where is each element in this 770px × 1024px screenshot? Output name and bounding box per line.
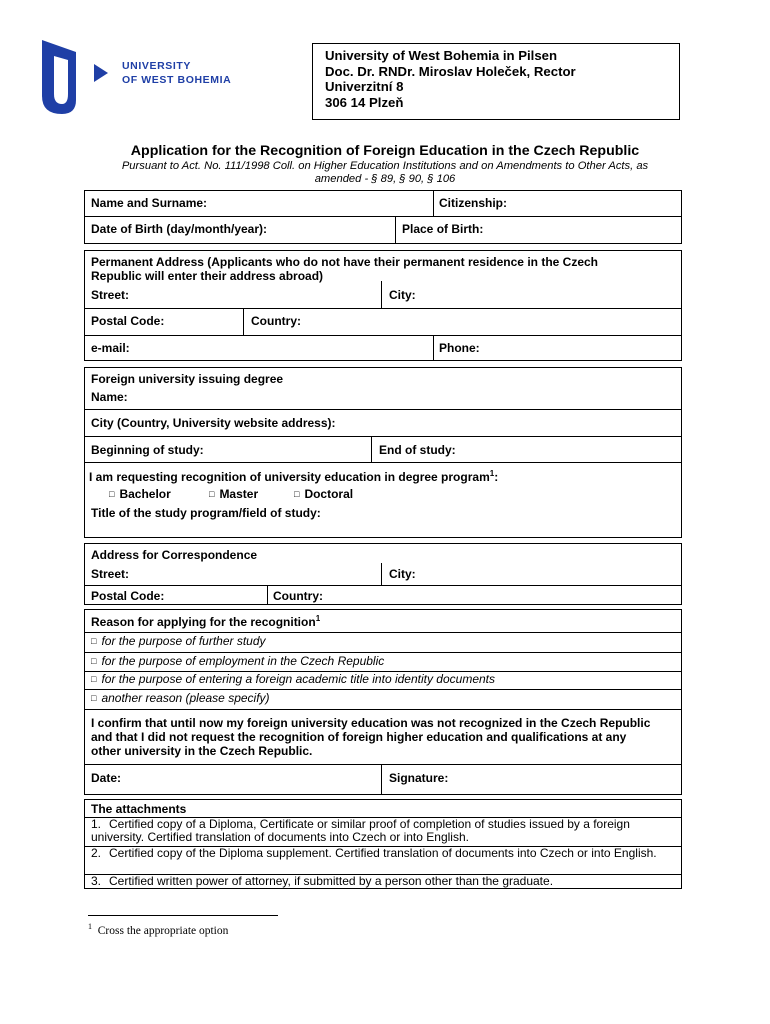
- personal-info-section: [84, 190, 682, 244]
- reason-heading: Reason for applying for the recognition$^1$: [91, 614, 321, 629]
- reason-checkbox-icon[interactable]: □: [91, 636, 97, 646]
- address-line-2: Doc. Dr. RNDr. Miroslav Holeček, Rector: [325, 63, 576, 79]
- reason-option-study[interactable]: □ for the purpose of further study: [91, 634, 266, 648]
- attachment-item: 3. Certified written power of attorney, if submitted by a person other than the graduate.: [91, 874, 554, 888]
- phone-field[interactable]: Phone:: [439, 341, 480, 355]
- confirmation-statement: I confirm that until now my foreign university education was not recognized in the Czech Republic and that I did not request the recognition of foreign higher education and qualifications at any other university in the Czech Republic.: [91, 716, 651, 758]
- date-field[interactable]: Date:: [91, 771, 122, 785]
- doctoral-checkbox[interactable]: □: [294, 489, 300, 499]
- correspondence-street-field[interactable]: Street:: [91, 567, 130, 581]
- signature-field[interactable]: Signature:: [389, 771, 449, 785]
- university-logo: [40, 38, 240, 118]
- permanent-address-section: [84, 250, 682, 361]
- reason-checkbox-icon[interactable]: □: [91, 693, 97, 703]
- logo-line-1: UNIVERSITY: [122, 60, 192, 72]
- end-of-study-field[interactable]: End of study:: [379, 443, 456, 457]
- correspondence-section: [84, 543, 682, 605]
- address-line-3: Univerzitní 8: [325, 79, 404, 95]
- correspondence-city-field[interactable]: City:: [389, 567, 416, 581]
- university-city-field[interactable]: City (Country, University website address):: [91, 416, 336, 430]
- reason-checkbox-icon[interactable]: □: [91, 674, 97, 684]
- foreign-university-section: [84, 367, 682, 538]
- study-program-title-field[interactable]: Title of the study program/field of study:: [91, 506, 321, 520]
- recipient-address: [312, 43, 680, 120]
- attachment-item: 2. Certified copy of the Diploma supplement. Certified translation of documents into Czech or into English.: [91, 846, 657, 860]
- correspondence-heading: Address for Correspondence: [91, 548, 258, 562]
- footnote: $^1$ Cross the appropriate option: [88, 922, 229, 937]
- name-field[interactable]: Name and Surname:: [91, 196, 208, 210]
- date-of-birth-field[interactable]: Date of Birth (day/month/year):: [91, 222, 268, 236]
- beginning-of-study-field[interactable]: Beginning of study:: [91, 443, 204, 457]
- street-field[interactable]: Street:: [91, 288, 130, 302]
- reason-option-title[interactable]: □ for the purpose of entering a foreign academic title into identity documents: [91, 672, 495, 686]
- foreign-university-heading: Foreign university issuing degree: [91, 372, 284, 386]
- logo-line-2: OF WEST BOHEMIA: [122, 74, 232, 86]
- master-checkbox[interactable]: □: [209, 489, 215, 499]
- bachelor-checkbox[interactable]: □: [109, 489, 115, 499]
- attachments-section: [84, 799, 682, 889]
- footnote-divider: [88, 915, 278, 916]
- page-subtitle: Pursuant to Act. No. 111/1998 Coll. on Higher Education Institutions and on Amendments to Other Acts, as amended - § 89, § 90, § 106: [121, 160, 649, 185]
- doctoral-option[interactable]: □ Doctoral: [294, 487, 354, 501]
- postal-code-field[interactable]: Postal Code:: [91, 314, 165, 328]
- citizenship-field[interactable]: Citizenship:: [439, 196, 507, 210]
- city-field[interactable]: City:: [389, 288, 416, 302]
- address-line-1: University of West Bohemia in Pilsen: [325, 48, 558, 63]
- permanent-address-heading: Permanent Address (Applicants who do not have their permanent residence in the Czech Republic will enter their address abroad): [91, 255, 598, 283]
- university-logo-mark-icon: [40, 38, 120, 118]
- attachments-heading: The attachments: [91, 802, 187, 816]
- place-of-birth-field[interactable]: Place of Birth:: [402, 222, 484, 236]
- page-title: Application for the Recognition of Foreign Education in the Czech Republic: [130, 143, 640, 159]
- university-name-field[interactable]: Name:: [91, 390, 128, 404]
- master-option[interactable]: □ Master: [209, 487, 259, 501]
- reason-section: [84, 609, 682, 795]
- reason-checkbox-icon[interactable]: □: [91, 656, 97, 666]
- address-line-4: 306 14 Plzeň: [325, 94, 404, 110]
- correspondence-country-field[interactable]: Country:: [273, 589, 323, 603]
- degree-program-request: I am requesting recognition of university education in degree program$^1$:: [89, 469, 499, 484]
- correspondence-postal-field[interactable]: Postal Code:: [91, 589, 165, 603]
- attachment-item: 1. Certified copy of a Diploma, Certificate or similar proof of completion of studies issued by a foreign university. Certified translation of documents into Czech or into English.: [91, 817, 630, 845]
- reason-option-employment[interactable]: □ for the purpose of employment in the Czech Republic: [91, 654, 385, 668]
- country-field[interactable]: Country:: [251, 314, 301, 328]
- bachelor-option[interactable]: □ Bachelor: [109, 487, 171, 501]
- email-field[interactable]: e-mail:: [91, 341, 130, 355]
- reason-option-other[interactable]: □ another reason (please specify): [91, 691, 270, 705]
